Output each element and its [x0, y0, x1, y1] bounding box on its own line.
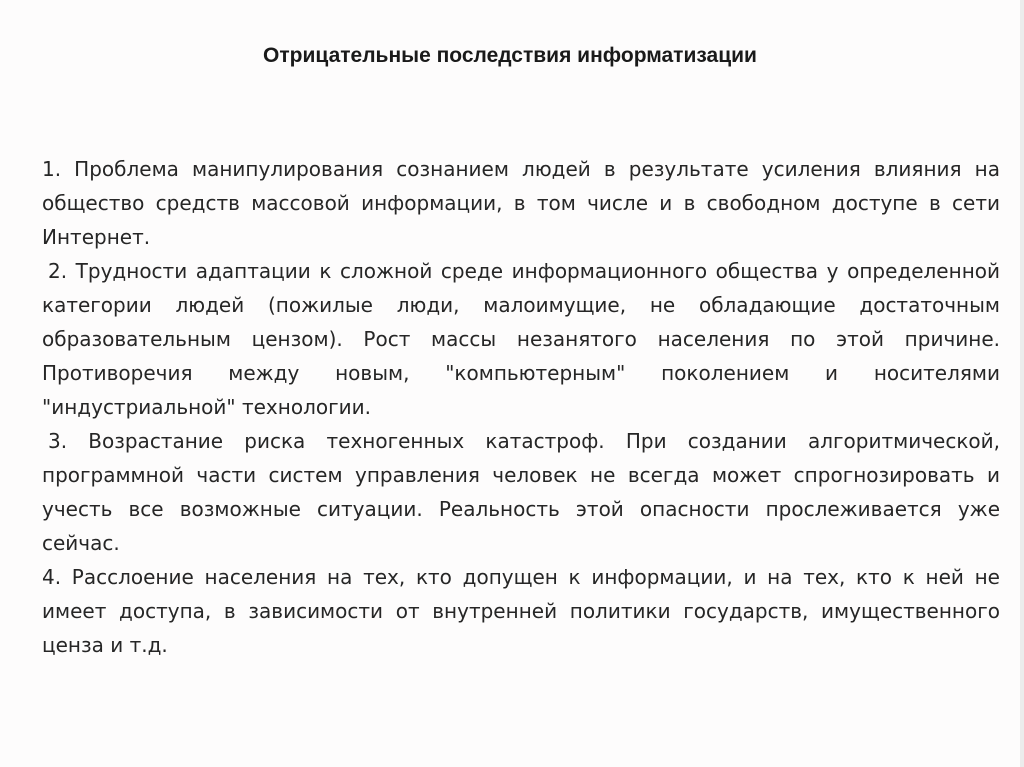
paragraph-3: 3. Возрастание риска техногенных катастроф. При создании алгоритмической, программной части систем управления человек не всегда может спрогнозировать и учесть все возможные ситуации. Реальность этой опасности прослеживается уже сейчас.	[42, 429, 1000, 555]
paragraph-1: 1. Проблема манипулирования сознанием людей в результате усиления влияния на общество средств массовой информации, в том числе и в свободном доступе в сети Интернет.	[42, 157, 1000, 249]
paragraph-4: 4. Расслоение населения на тех, кто допущен к информации, и на тех, кто к ней не имеет доступа, в зависимости от внутренней политики государств, имущественного ценза и т.д.	[42, 565, 1000, 657]
slide-body	[42, 152, 1000, 662]
slide-title: Отрицательные последствия информатизации	[263, 44, 757, 67]
paragraph-2: 2. Трудности адаптации к сложной среде информационного общества у определенной категории людей (пожилые люди, малоимущие, не обладающие достаточным образовательным цензом). Рост массы незанятого населения по этой причине. Противоречия между новым, "компьютерным" поколением и носителями "индустриальной" технологии.	[42, 259, 1000, 419]
